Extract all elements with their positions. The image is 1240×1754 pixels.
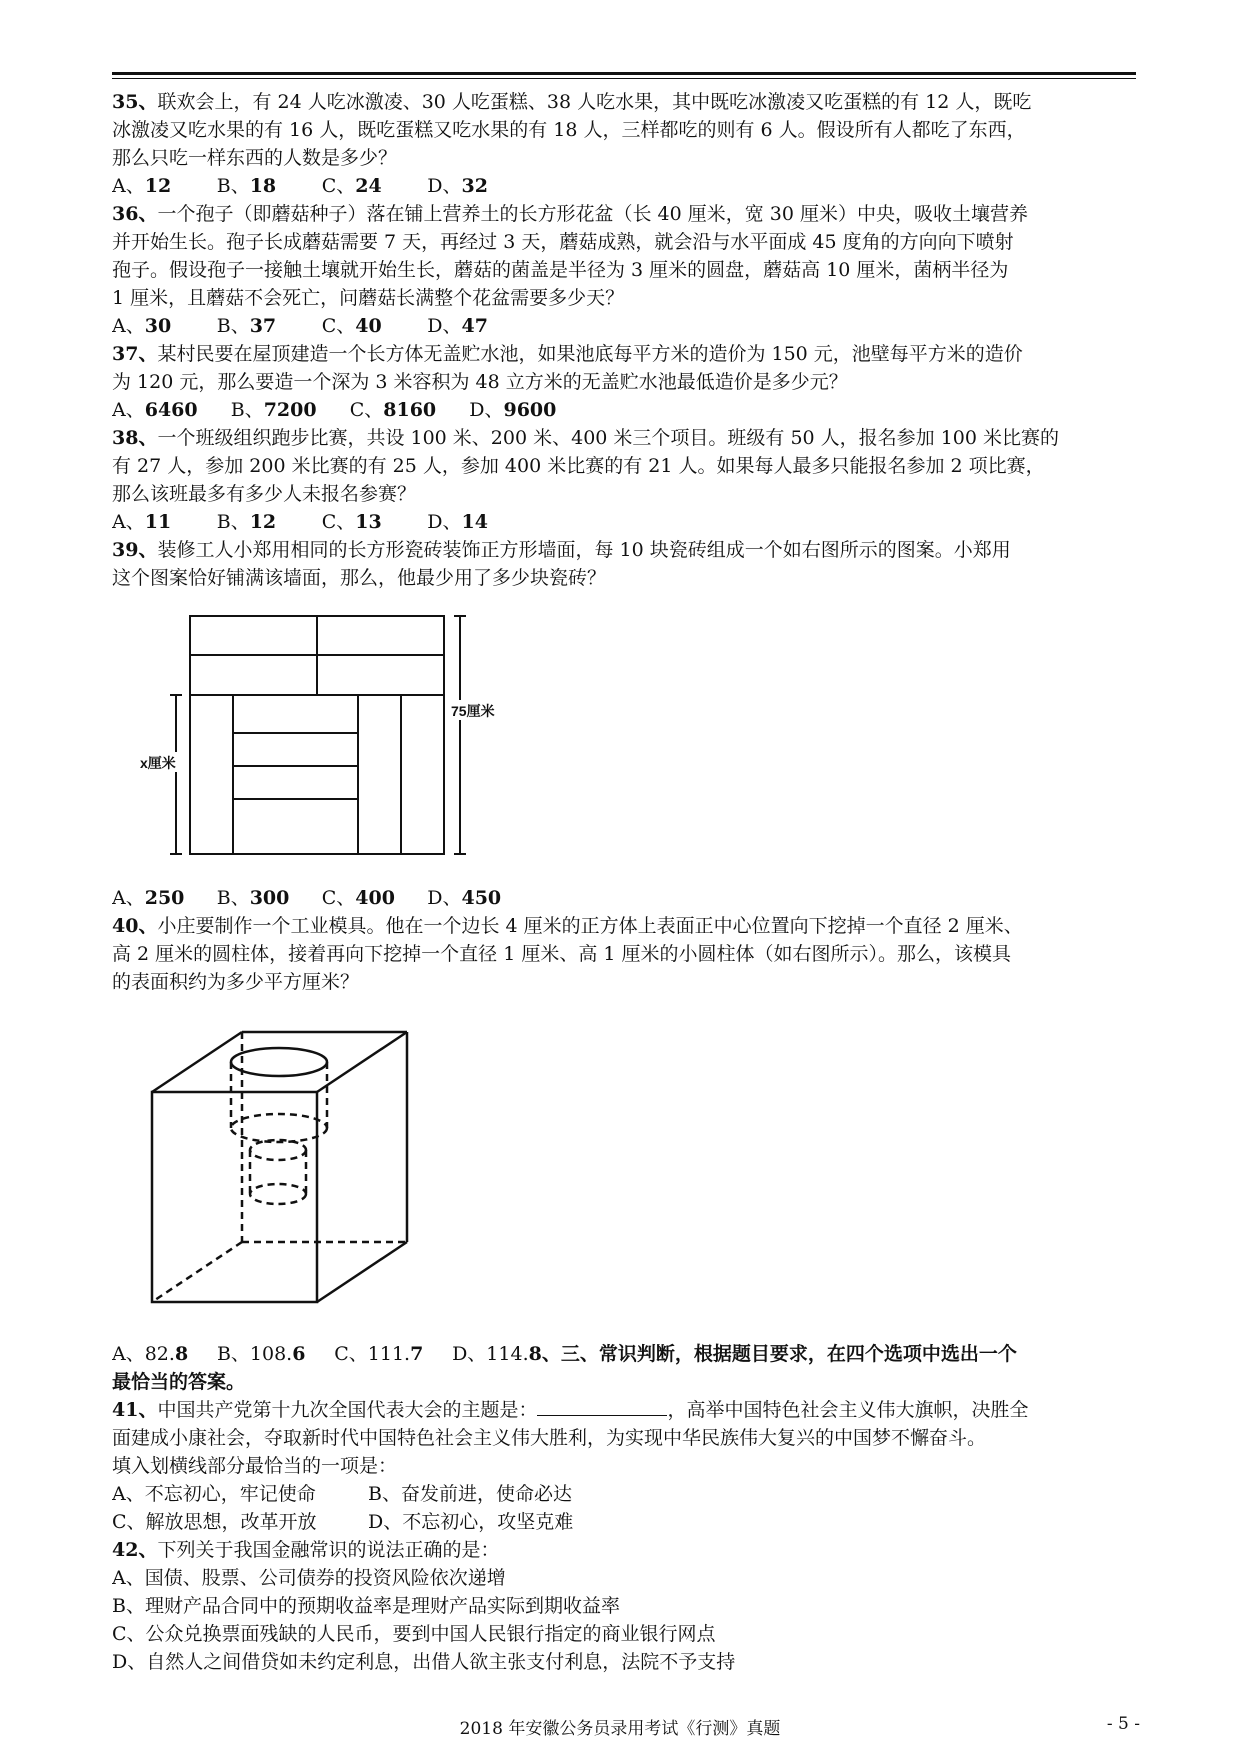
question-text: 联欢会上，有 24 人吃冰激凌、30 人吃蛋糕、38 人吃水果，其中既吃冰激凌又吃蛋糕的有 12 人，既吃 — [157, 91, 1032, 113]
page-footer: 2018 年安徽公务员录用考试《行测》真题 — [459, 1719, 781, 1739]
option-b: B、奋发前进，使命必达 — [368, 1483, 572, 1505]
question-text: 有 27 人，参加 200 米比赛的有 25 人，参加 400 米比赛的有 21 人。如果每人最多只能报名参加 2 项比赛， — [112, 455, 1045, 477]
option-d: 450 — [461, 887, 502, 909]
option-c-suffix: 7 — [410, 1343, 424, 1365]
question-35 — [112, 88, 1136, 200]
option-d: 14 — [461, 511, 488, 533]
question-text: 小庄要制作一个工业模具。他在一个边长 4 厘米的正方体上表面正中心位置向下挖掉一个直径 2 厘米、 — [157, 915, 1023, 937]
question-number: 42、 — [112, 1539, 158, 1561]
section-heading: 8、三、常识判断，根据题目要求，在四个选项中选出一个 — [528, 1343, 1017, 1365]
question-text: 装修工人小郑用相同的长方形瓷砖装饰正方形墙面，每 10 块瓷砖组成一个如右图所示的图案。小郑用 — [157, 539, 1011, 561]
question-number: 41、 — [112, 1399, 158, 1421]
option-label: C、 — [321, 511, 356, 533]
option-c: 40 — [355, 315, 382, 337]
answer-options — [112, 312, 1136, 340]
option-a-suffix: 8 — [174, 1343, 189, 1365]
question-text: 高 2 厘米的圆柱体，接着再向下挖掉一个直径 1 厘米、高 1 厘米的小圆柱体（如右图所示）。那么，该模具 — [112, 943, 1012, 965]
question-text: 某村民要在屋顶建造一个长方体无盖贮水池，如果池底每平方米的造价为 150 元，池壁每平方米的造价 — [157, 343, 1023, 365]
option-d: 32 — [461, 175, 488, 197]
answer-options — [112, 884, 1136, 912]
option-c: C、公众兑换票面残缺的人民币，要到中国人民银行指定的商业银行网点 — [112, 1623, 716, 1645]
question-39 — [112, 536, 1136, 912]
question-42 — [112, 1536, 1136, 1676]
option-label: D、 — [427, 511, 462, 533]
question-text: 孢子。假设孢子一接触土壤就开始生长，蘑菇的菌盖是半径为 3 厘米的圆盘，蘑菇高 10 厘米，菌柄半径为 — [112, 259, 1009, 281]
option-a: A、国债、股票、公司债券的投资风险依次递增 — [112, 1567, 506, 1589]
question-number: 35、 — [112, 91, 158, 113]
option-d-prefix: D、114. — [452, 1343, 529, 1365]
option-label: B、 — [216, 887, 250, 909]
answer-options — [112, 396, 1136, 424]
option-c: 400 — [355, 887, 395, 909]
option-label: D、 — [427, 175, 462, 197]
fill-in-blank — [537, 1397, 667, 1416]
option-c: C、解放思想，改革开放 — [112, 1511, 317, 1533]
question-text: 一个孢子（即蘑菇种子）落在铺上营养土的长方形花盆（长 40 厘米，宽 30 厘米）中央，吸收土壤营养 — [157, 203, 1028, 225]
option-b: 18 — [249, 175, 277, 197]
option-d: D、不忘初心，攻坚克难 — [368, 1511, 574, 1533]
option-a-prefix: A、82. — [112, 1343, 175, 1365]
option-d: 47 — [461, 315, 488, 337]
question-41 — [112, 1396, 1136, 1536]
question-text: 填入划横线部分最恰当的一项是： — [112, 1455, 398, 1477]
mold-diagram — [122, 996, 582, 1340]
answer-options-q40 — [112, 1340, 1136, 1368]
question-40 — [112, 912, 1136, 1396]
option-label: B、 — [216, 175, 250, 197]
question-text: 下列关于我国金融常识的说法正确的是： — [157, 1539, 500, 1561]
answer-options — [112, 508, 1136, 536]
question-36 — [112, 200, 1136, 340]
option-d: D、自然人之间借贷如未约定利息，出借人欲主张支付利息，法院不予支持 — [112, 1651, 736, 1673]
question-text: 并开始生长。孢子长成蘑菇需要 7 天，再经过 3 天，蘑菇成熟，就会沿与水平面成 45 度角的方向向下喷射 — [112, 231, 1014, 253]
option-b: 300 — [249, 887, 290, 909]
question-text: 1 厘米，且蘑菇不会死亡，问蘑菇长满整个花盆需要多少天？ — [112, 287, 625, 309]
question-text: 冰激凌又吃水果的有 16 人，既吃蛋糕又吃水果的有 18 人，三样都吃的则有 6 人。假设所有人都吃了东西， — [112, 119, 1026, 141]
dimension-label-75: 75厘米 — [451, 703, 495, 719]
option-b-suffix: 6 — [292, 1343, 306, 1365]
option-a: 6460 — [144, 399, 198, 421]
mold-figure — [112, 996, 1136, 1340]
question-text: 为 120 元，那么要造一个深为 3 米容积为 48 立方米的无盖贮水池最低造价是多少元？ — [112, 371, 848, 393]
option-label: A、 — [112, 399, 145, 421]
question-text: 那么该班最多有多少人未报名参赛？ — [112, 483, 417, 505]
option-a: 250 — [144, 887, 185, 909]
option-label: A、 — [112, 175, 145, 197]
question-37 — [112, 340, 1136, 424]
option-a: 12 — [144, 175, 172, 197]
option-label: C、 — [321, 175, 356, 197]
question-text: 那么只吃一样东西的人数是多少？ — [112, 147, 398, 169]
option-b-prefix: B、108. — [216, 1343, 293, 1365]
option-label: D、 — [469, 399, 504, 421]
option-label: A、 — [112, 511, 145, 533]
page-content — [112, 88, 1136, 1676]
large-cylinder-top — [231, 1048, 327, 1076]
question-number: 40、 — [112, 915, 158, 937]
option-label: B、 — [216, 511, 250, 533]
option-c: 8160 — [383, 399, 437, 421]
option-c: 13 — [355, 511, 382, 533]
option-label: A、 — [112, 315, 145, 337]
question-text: 一个班级组织跑步比赛，共设 100 米、200 米、400 米三个项目。班级有 50 人，报名参加 100 米比赛的 — [157, 427, 1060, 449]
option-a: 30 — [144, 315, 172, 337]
option-b: 12 — [249, 511, 277, 533]
question-number: 38、 — [112, 427, 158, 449]
question-38 — [112, 424, 1136, 536]
option-a: 11 — [144, 511, 172, 533]
question-number: 36、 — [112, 203, 158, 225]
header-rule-thick — [112, 72, 1136, 75]
option-label: B、 — [230, 399, 264, 421]
question-text: 这个图案恰好铺满该墙面，那么，他最少用了多少块瓷砖？ — [112, 567, 607, 589]
question-text: ，高举中国特色社会主义伟大旗帜，决胜全 — [667, 1399, 1029, 1421]
option-label: C、 — [349, 399, 384, 421]
section-heading-cont: 最恰当的答案。 — [112, 1371, 246, 1393]
tile-pattern-figure — [112, 592, 1136, 884]
question-text: 中国共产党第十九次全国代表大会的主题是： — [157, 1399, 538, 1421]
option-b: 7200 — [263, 399, 317, 421]
option-d: 9600 — [503, 399, 557, 421]
question-text: 的表面积约为多少平方厘米？ — [112, 971, 360, 993]
option-c: 24 — [355, 175, 382, 197]
option-label: C、 — [321, 887, 356, 909]
option-label: C、 — [321, 315, 356, 337]
question-text: 面建成小康社会，夺取新时代中国特色社会主义伟大胜利，为实现中华民族伟大复兴的中国梦不懈奋斗。 — [112, 1427, 987, 1449]
option-b: 37 — [249, 315, 277, 337]
header-rule-thin — [112, 78, 1136, 79]
option-label: B、 — [216, 315, 250, 337]
option-c-prefix: C、111. — [334, 1343, 411, 1365]
option-b: B、理财产品合同中的预期收益率是理财产品实际到期收益率 — [112, 1595, 620, 1617]
option-label: D、 — [427, 887, 462, 909]
question-number: 39、 — [112, 539, 158, 561]
small-cylinder-bottom — [250, 1184, 306, 1204]
large-cylinder-bottom — [231, 1114, 327, 1142]
option-label: D、 — [427, 315, 462, 337]
answer-options — [112, 172, 1136, 200]
dimension-label-x: x厘米 — [140, 755, 176, 771]
page-number: - 5 - — [1106, 1714, 1140, 1734]
option-a: A、不忘初心，牢记使命 — [112, 1483, 316, 1505]
tile-pattern-diagram — [122, 592, 582, 884]
option-label: A、 — [112, 887, 145, 909]
question-number: 37、 — [112, 343, 158, 365]
